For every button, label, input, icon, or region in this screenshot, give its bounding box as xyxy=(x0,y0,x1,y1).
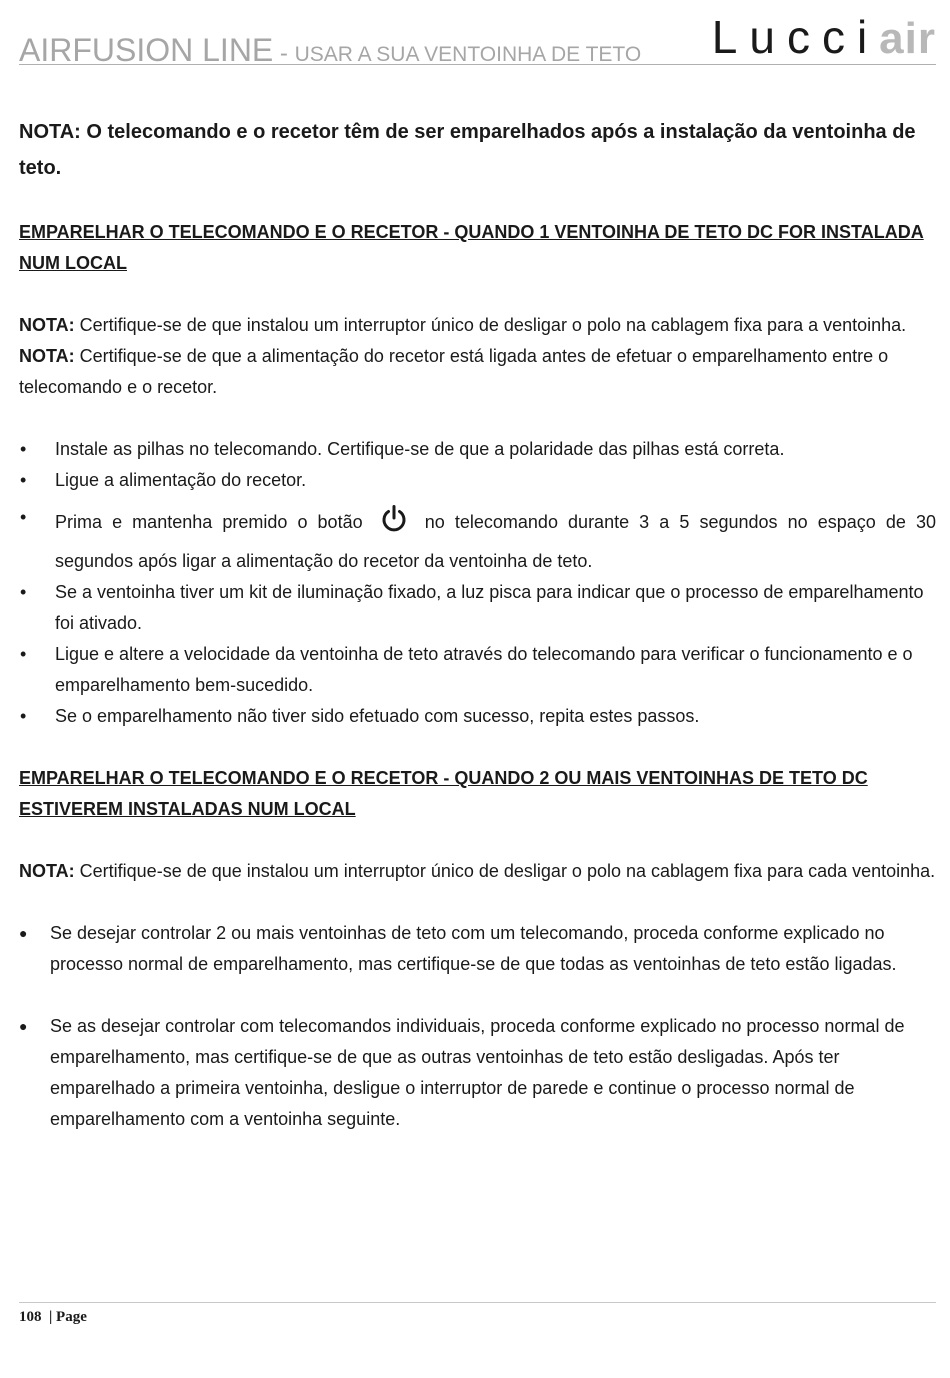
section1-steps xyxy=(19,434,936,732)
page-header xyxy=(19,10,936,66)
list-item: • Ligue a alimentação do recetor. xyxy=(19,465,936,496)
logo-text-air: air xyxy=(879,14,936,63)
list-item: ● Se as desejar controlar com telecomandos individuais, proceda conforme explicado no processo normal de emparelhamento, mas certifique-se de que as outras ventoinhas de teto estão desligadas. Após ter emparelhado a primeira ventoinha, desligue o interruptor de parede e continue o processo normal de emparelhamento com a ventoinha seguinte. xyxy=(19,1011,936,1135)
footer-divider xyxy=(19,1302,936,1303)
section1-note-1 xyxy=(19,310,936,341)
list-item: • Se o emparelhamento não tiver sido efetuado com sucesso, repita estes passos. xyxy=(19,701,936,732)
section2-steps-2 xyxy=(19,1011,936,1135)
section2-steps xyxy=(19,918,936,980)
list-item-power-step xyxy=(19,502,936,577)
note-label: NOTA: xyxy=(19,315,75,335)
power-step-text-after: no telecomando durante 3 a 5 segundos no espaço de 30 xyxy=(424,512,936,532)
note-label: NOTA: xyxy=(19,346,75,366)
page-footer xyxy=(19,1302,936,1326)
intro-note: NOTA: O telecomando e o recetor têm de ser emparelhados após a instalação da ventoinha de teto. xyxy=(19,121,916,179)
section1-note-2 xyxy=(19,341,936,403)
logo-text-lucci: Lucci xyxy=(711,11,880,63)
note-text: Certifique-se de que instalou um interruptor único de desligar o polo na cablagem fixa para cada ventoinha. xyxy=(74,861,936,881)
note-text: Certifique-se de que a alimentação do recetor está ligada antes de efetuar o emparelhamento entre o telecomando e o recetor. xyxy=(19,346,889,397)
header-divider xyxy=(19,64,936,65)
list-item: ● Se desejar controlar 2 ou mais ventoinhas de teto com um telecomando, proceda conforme explicado no processo normal de emparelhamento, mas certifique-se de que todas as ventoinhas de teto estão ligadas. xyxy=(19,918,936,980)
section1-heading: EMPARELHAR O TELECOMANDO E O RECETOR - QUANDO 1 VENTOINHA DE TETO DC FOR INSTALADA NUM LOCAL xyxy=(19,222,924,273)
page-content xyxy=(19,114,936,1135)
section2-heading: EMPARELHAR O TELECOMANDO E O RECETOR - QUANDO 2 OU MAIS VENTOINHAS DE TETO DC ESTIVEREM INSTALADAS NUM LOCAL xyxy=(19,768,868,819)
note-label: NOTA: xyxy=(19,861,75,881)
power-step-text-continued: segundos após ligar a alimentação do recetor da ventoinha de teto. xyxy=(55,551,593,571)
list-item: • Se a ventoinha tiver um kit de iluminação fixado, a luz pisca para indicar que o processo de emparelhamento foi ativado. xyxy=(19,577,936,639)
power-step-line xyxy=(55,502,936,548)
power-icon xyxy=(379,504,409,548)
section2-note xyxy=(19,856,936,887)
note-text: Certifique-se de que instalou um interruptor único de desligar o polo na cablagem fixa para a ventoinha. xyxy=(74,315,907,335)
header-title-main: AIRFUSION LINE xyxy=(19,32,274,68)
page-number-label: | Page xyxy=(41,1309,87,1325)
page-number-value: 108 xyxy=(19,1309,42,1325)
list-item: • Ligue e altere a velocidade da ventoinha de teto através do telecomando para verificar o funcionamento e o emparelhamento bem-sucedido. xyxy=(19,639,936,701)
list-item: • Instale as pilhas no telecomando. Certifique-se de que a polaridade das pilhas está correta. xyxy=(19,434,936,465)
header-title-sub: USAR A SUA VENTOINHA DE TETO xyxy=(294,43,642,66)
power-step-text-before: Prima e mantenha premido o botão xyxy=(55,512,363,532)
page-number xyxy=(19,1309,936,1326)
brand-logo xyxy=(712,10,936,64)
header-title-separator: - xyxy=(273,40,295,67)
